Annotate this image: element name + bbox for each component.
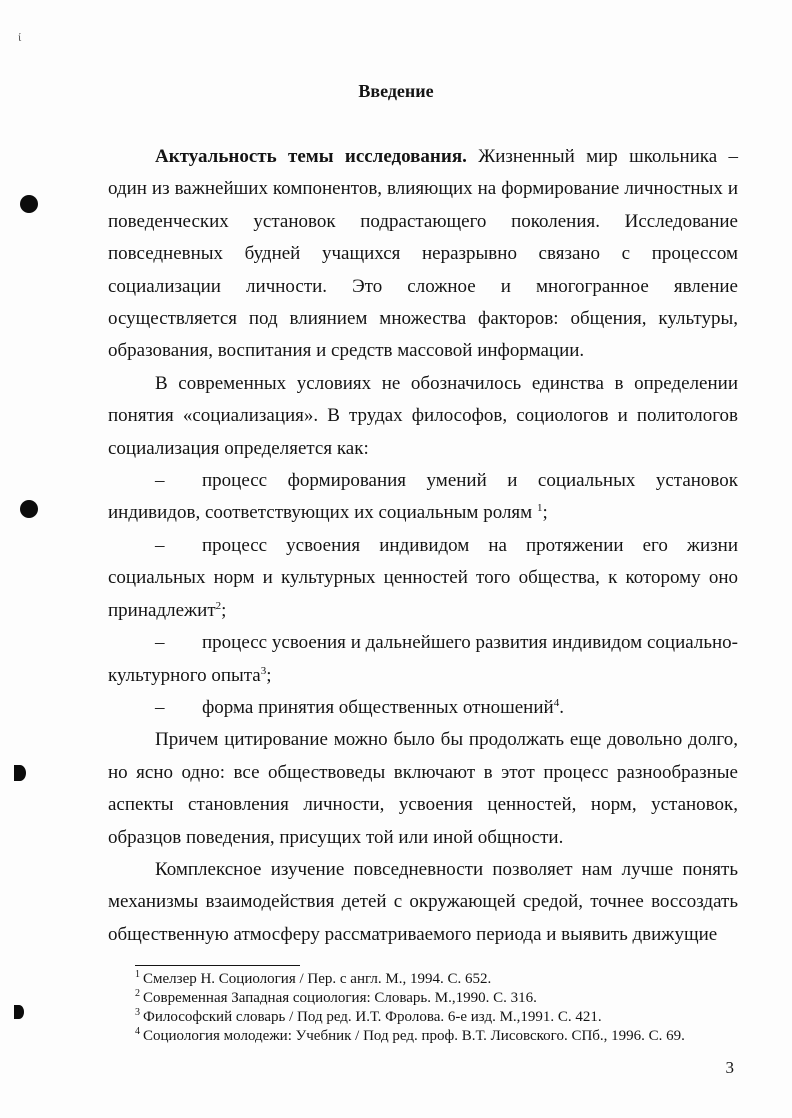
punch-hole-2 (20, 500, 38, 518)
list-item: – процесс усвоения и дальнейшего развития индивидом социально-культурного опыта$^3$; (108, 627, 738, 692)
list-item: – процесс формирования умений и социальных установок индивидов, соответствующих их социальным ролям $^1$; (108, 465, 738, 530)
footnote (135, 989, 755, 1008)
page-title: Введение (358, 81, 434, 101)
list-item: – процесс усвоения индивидом на протяжении его жизни социальных норм и культурных ценностей того общества, к которому оно принадлежит$^2$; (108, 530, 738, 627)
scan-artifact: ί (18, 30, 22, 44)
footnote-text: Современная Западная социология: Словарь. М.,1990. С. 316. (143, 990, 537, 1006)
footnote-text: Социология молодежи: Учебник / Под ред. проф. В.Т. Лисовского. СПб., 1996. С. 69. (143, 1028, 685, 1044)
list-item: – форма принятия общественных отношений$^4$. (108, 692, 738, 724)
footnote-number: 3 (135, 1007, 140, 1018)
list-marker: – (155, 534, 165, 556)
punch-hole-1 (20, 195, 38, 213)
paragraph (108, 141, 738, 368)
footnote-ref[interactable]: 3 (260, 664, 267, 677)
punch-hole-3 (14, 765, 26, 781)
footnote-text: Философский словарь / Под ред. И.Т. Фролова. 6-е изд. М.,1991. С. 421. (143, 1009, 602, 1025)
list-marker: – (155, 470, 165, 492)
list-item-text: процесс формирования умений и социальных установок индивидов, соответствующих их социальным ролям (108, 470, 738, 524)
footnote-divider (135, 965, 300, 966)
footnote (135, 970, 755, 989)
paragraph-lead: Актуальность темы исследования. (155, 146, 467, 167)
punch-hole-4 (14, 1005, 24, 1019)
list-item-text: форма принятия общественных отношений (202, 696, 554, 718)
paragraph: В современных условиях не обозначилось единства в определении понятия «социализация». В трудах философов, социологов и политологов социализация определяется как: (108, 372, 738, 459)
footnote-ref[interactable]: 1 (536, 502, 543, 515)
footnote-number: 1 (135, 969, 140, 980)
list-item-text: процесс усвоения и дальнейшего развития индивидом социально-культурного опыта (108, 632, 738, 686)
list-marker: – (155, 696, 165, 718)
footnotes (135, 970, 755, 1046)
page-number: 3 (725, 1058, 734, 1077)
list-item-text: процесс усвоения индивидом на протяжении его жизни социальных норм и культурных ценностей того общества, к которому оно принадлежит (108, 534, 738, 621)
paragraph: Комплексное изучение повседневности позволяет нам лучше понять механизмы взаимодействия детей с окружающей средой, точнее воссоздать общественную атмосферу рассматриваемого периода и выявить движущие (108, 858, 738, 945)
paragraph: Причем цитирование можно было бы продолжать еще довольно долго, но ясно одно: все обществоведы включают в этот процесс разнообразные аспекты становления личности, усвоения ценностей, норм, установок, образцов поведения, присущих той или иной общности. (108, 729, 738, 848)
list-marker: – (155, 632, 165, 654)
footnote (135, 1008, 755, 1027)
footnote-text: Смелзер Н. Социология / Пер. с англ. М., 1994. С. 652. (143, 971, 492, 987)
paragraph-text: Жизненный мир школьника – один из важнейших компонентов, влияющих на формирование личностных и поведенческих установок подрастающего поколения. Исследование повседневных будней учащихся неразрывно связано с процессом социализации личности. Это сложное и многогранное явление осуществляется под влиянием множества факторов: общения, культуры, образования, воспитания и средств массовой информации. (108, 146, 739, 362)
footnote-ref[interactable]: 2 (215, 599, 222, 612)
body-text (108, 141, 738, 951)
footnote (135, 1027, 755, 1046)
footnote-number: 2 (135, 988, 140, 999)
footnote-number: 4 (135, 1026, 140, 1037)
footnote-ref[interactable]: 4 (553, 696, 560, 709)
